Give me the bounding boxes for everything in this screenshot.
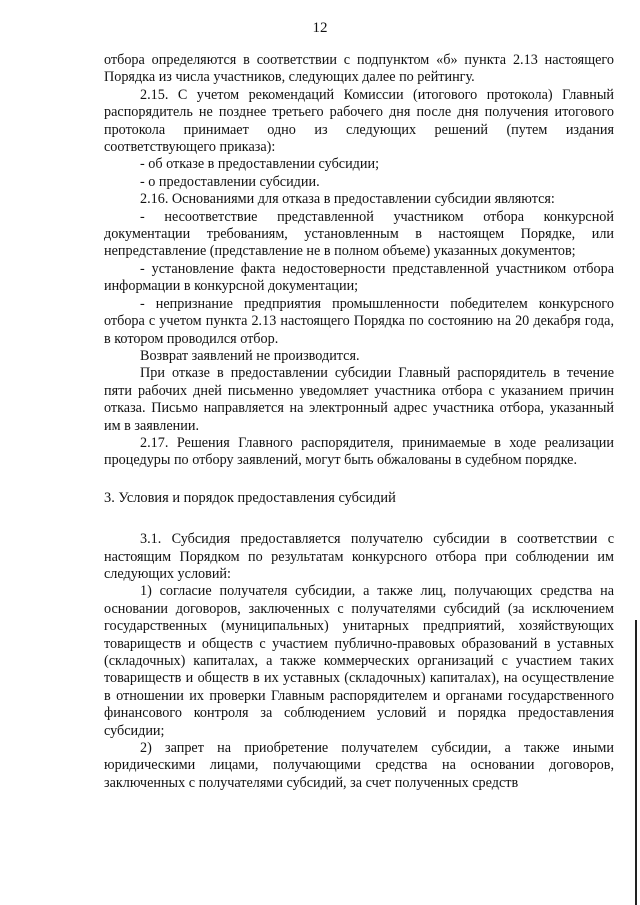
paragraph-refusal-notice: При отказе в предоставлении субсидии Главный распорядитель в течение пяти рабочих дней письменно уведомляет участника отбора с указанием причин отказа. Письмо направляется на электронный адрес участника отбора, указанный им в заявлении. <box>104 365 614 434</box>
paragraph-3-1: 3.1. Субсидия предоставляется получателю субсидии в соответствии с настоящим Порядком по результатам конкурсного отбора при соблюдении им следующих условий: <box>104 531 614 582</box>
paragraph-2-15: 2.15. С учетом рекомендаций Комиссии (итогового протокола) Главный распорядитель не позднее третьего рабочего дня после дня получения итогового протокола принимает одно из следующих решений (путем издания соответствующего приказа): <box>104 86 614 156</box>
paragraph-continuation: отбора определяются в соответствии с подпунктом «б» пункта 2.13 настоящего Порядка из числа участников, следующих далее по рейтингу. <box>104 52 614 86</box>
paragraph-no-return: Возврат заявлений не производится. <box>140 347 360 364</box>
paragraph-2-16: 2.16. Основаниями для отказа в предоставлении субсидии являются: <box>140 191 555 208</box>
condition-item-2: 2) запрет на приобретение получателем субсидии, а также иными юридическими лицами, получающими средства на основании договоров, заключенных с получателями субсидий, за счет полученных средств <box>104 740 614 791</box>
list-item-nonconformity: - несоответствие представленной участником отбора конкурсной документации требованиям, установленным в настоящем Порядке, или непредставление (представление не в полном объеме) указанных документов; <box>104 208 614 260</box>
paragraph-2-17: 2.17. Решения Главного распорядителя, принимаемые в ходе реализации процедуры по отбору заявлений, могут быть обжалованы в судебном порядке. <box>104 434 614 469</box>
section-heading: 3. Условия и порядок предоставления субсидий <box>104 489 396 506</box>
list-item-refusal: - об отказе в предоставлении субсидии; <box>140 156 380 173</box>
condition-item-1: 1) согласие получателя субсидии, а также лиц, получающих средства на основании договоров, заключенных с получателями субсидий (за исключением государственных (муниципальных) унитарных предприятий, хозяйствующих товариществ и обществ с участием публично-правовых образований в уставных (складочных) капиталах, а также коммерческих организаций с участием таких товариществ и обществ в их уставных (складочных) капиталах), на осуществление в отношении их проверки Главным распорядителем и органами государственного финансового контроля за соблюдением условий и порядка предоставления субсидии; <box>104 583 614 739</box>
document-body <box>104 52 614 792</box>
list-item-not-winner: - непризнание предприятия промышленности победителем конкурсного отбора с учетом пункта 2.13 настоящего Порядка по состоянию на 20 декабря года, в котором проводился отбор. <box>104 295 614 347</box>
list-item-granting: - о предоставлении субсидии. <box>140 173 320 190</box>
page-number: 12 <box>312 20 328 36</box>
scan-edge-line <box>635 620 637 905</box>
list-item-unreliable-info: - установление факта недостоверности представленной участником отбора информации в конкурсной документации; <box>104 260 614 295</box>
